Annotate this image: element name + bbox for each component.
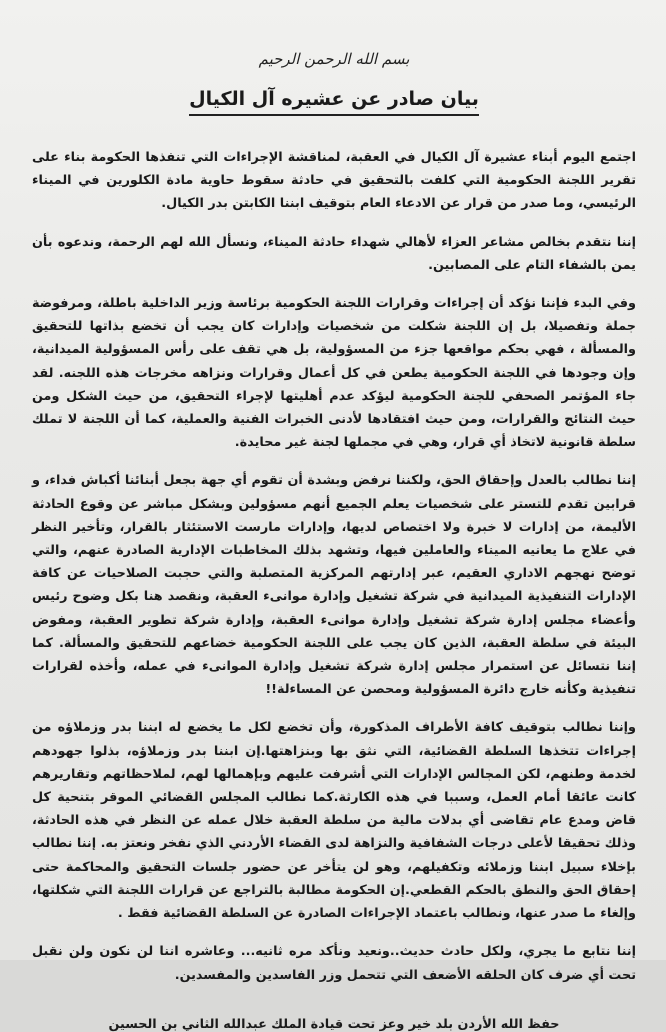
paragraph-condolences: إننا نتقدم بخالص مشاعر العزاء لأهالي شهداء حادثة الميناء، ونسأل الله لهم الرحمة، وندعوه بأن يمن بالشفاء التام على المصابين. xyxy=(32,234,636,273)
paragraph-justice-demand: إننا نطالب بالعدل وإحقاق الحق، ولكننا نرفض وبشدة أن تقوم أي جهة بجعل أبنائنا أكباش فداء، و قرابين تقدم للتستر على شخصيات يعلم الجميع أنهم مسؤولين وبشكل مباشر عن وقوع الحادثة الأليمة، من إدارات لا خبرة ولا اختصاص لديها، وإدارات مارست الاستئثار بالقرار، وتأخير النظر في علاج ما يعانيه الميناء والعاملين فيها، وتشهد بذلك المخاطبات الإدارية الصادرة عنهم، والتي توضح نهجهم الاداري العقيم، عبر إدارتهم المركزية المتصلبة والتي حجبت الصلاحيات عن كافة الإدارات التنفيذية الميدانية في شركة تشغيل وإدارة موانىء العقبة، ونقصد هنا بكل وضوح رئيس وأعضاء مجلس إدارة شركة تشغيل وإدارة موانىء العقبة، وإدارة شركة تطوير العقبة، ومفوض البيئة في سلطة العقبة، الذين كان يجب على اللجنة الحكومية خضاعهم للتحقيق والمسألة. كما إننا نتسائل عن استمرار مجلس إدارة شركة تشغيل وإدارة الموانىء في عمله، وأخذه لقرارات تنفيذية وكأنه خارج دائرة المسؤولية ومحصن عن المساءلة!! xyxy=(32,473,636,698)
closing-line: حفظ الله الأردن بلد خير وعز تحت قيادة الملك عبدالله الثاني بن الحسين xyxy=(108,1016,560,1032)
document-title-text: بيان صادر عن عشيره آل الكيال xyxy=(189,88,479,116)
paragraph-intro: اجتمع اليوم أبناء عشيرة آل الكيال في العقبة، لمناقشة الإجراءات التي تنفذها الحكومة بناء على تقرير اللجنة الحكومية التي كلفت بالتحقيق في حادثة سقوط حاوية مادة الكلورين في الميناء الرئيسي، وما صدر من قرار عن الادعاء العام بتوقيف ابننا الكابتن بدر الكيال. xyxy=(32,150,636,212)
document-title xyxy=(32,88,636,110)
paragraph-final-statement: إننا نتابع ما يجري، ولكل حادث حديث..ونعيد ونأكد مره ثانيه... وعاشره اننا لن نكون ولن نقبل تحت أي ضرف كان الحلقه الأضعف التي تتحمل وزر الفاسدين والمفسدين. xyxy=(32,944,636,983)
basmala-heading: بسم الله الرحمن الرحيم xyxy=(258,50,410,68)
paragraph-committee-rejection: وفي البدء فإننا نؤكد أن إجراءات وقرارات اللجنة الحكومية برئاسة وزير الداخلية باطلة، ومرفوضة جملة وتفصيلا، بل إن اللجنة شكلت من شخصيات وإدارات كان يجب أن تخضع بذاتها للتحقيق والمسألة ، فهي بحكم مواقعها جزء من المسؤولية، بل هي تقف على رأس المسؤولية الميدانية، وإن وجودها في اللجنة الحكومية يطعن في كل أعمال وقرارات ونزاهه مخرجات هذه اللجنه. لقد جاء المؤتمر الصحفي للجنة الحكومية ليؤكد عدم أهليتها لإجراء التحقيق، من حيث الشكل ومن حيث النتائج والقرارات، ومن حيث افتقادها لأدنى الخبرات الفنية والعملية، كما أن اللجنة لا تملك سلطة قانونية لاتخاذ أي قرار، وهي في مجملها لجنة غير محايدة. xyxy=(32,296,636,451)
paragraph-demands: وإننا نطالب بتوقيف كافة الأطراف المذكورة، وأن تخضع لكل ما يخضع له ابننا بدر وزملاؤه من إجراءات تتخذها السلطة القضائية، التي نثق بها وبنزاهتها.إن ابننا بدر وزملاؤه، بذلوا جهودهم لخدمة وطنهم، لكن المجالس الإدارات التي أشرفت عليهم وبإهمالها لهم، لملاحظاتهم وتقاريرهم كانت عائقا أمام العمل، وسببا في هذه الكارثة.كما نطالب المجلس القضائي الموقر بتنحية كل قاض ومدع عام تقاضى أي بدلات مالية من سلطة العقبة خلال عمله عن النظر في هذه الحادثة، وذلك تحقيقا لأعلى درجات الشفافية والنزاهة لدى القضاء الأردني الذي نفخر ونعتز به. إننا نطالب بإخلاء سبيل ابننا وزملائه وتكفيلهم، وهو لن يتأخر عن حضور جلسات التحقيق والمحاكمة حتى إحقاق الحق والنطق بالحكم القطعي.إن الحكومة مطالبة بالتراجع عن قرارات اللجنة التي شكلتها، وإلغاء ما صدر عنها، ونطالب باعتماد الإجراءات الصادرة عن السلطة القضائية فقط . xyxy=(32,720,636,922)
